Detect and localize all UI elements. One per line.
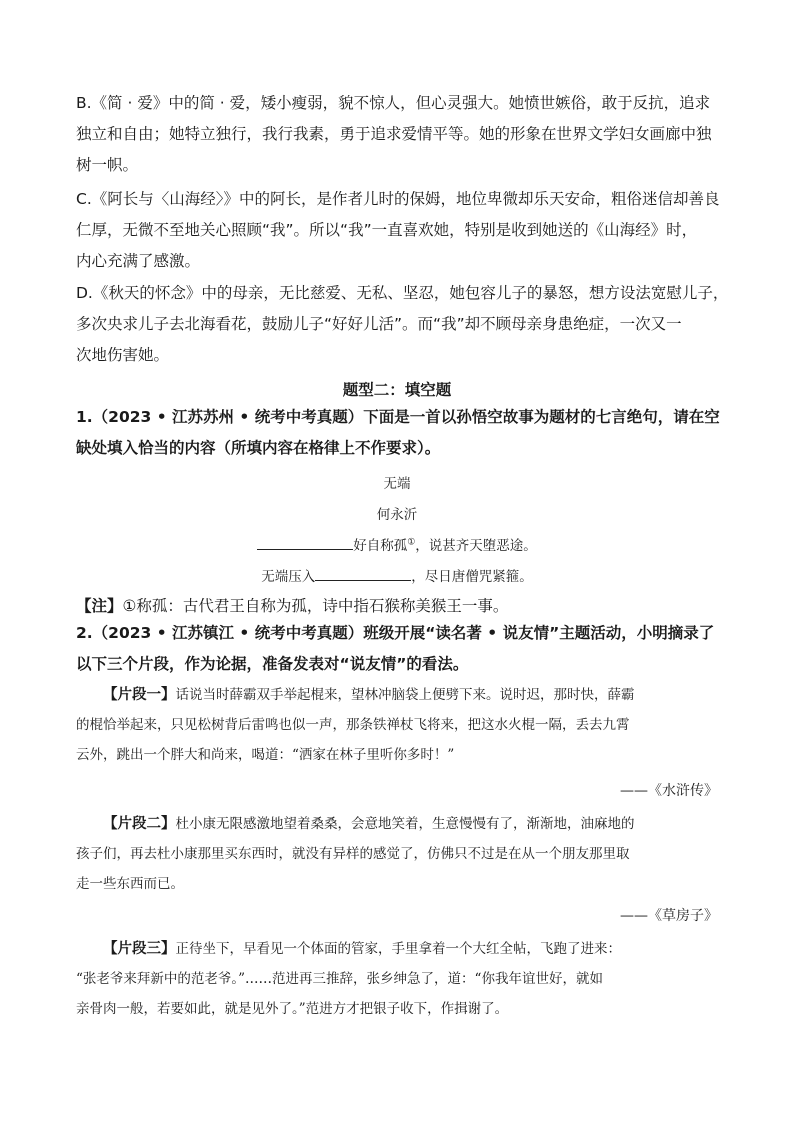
fill-blank-2[interactable] [315, 566, 411, 581]
option-b-line: 独立和自由；她特立独行，我行我素，勇于追求爱情平等。她的形象在世界文学妇女画廊中独 [76, 125, 712, 143]
question-2-line: 以下三个片段，作为论据，准备发表对“说友情”的看法。 [76, 655, 469, 673]
fragment-3-line: 正待坐下，早看见一个体面的管家，手里拿着一个大红全帖，飞跑了进来： [175, 941, 621, 957]
note-label: 【注】 [76, 597, 123, 615]
option-c [76, 184, 720, 277]
option-c-line: C.《阿长与〈山海经〉》中的阿长，是作者儿时的保姆，地位卑微却乐天安命，粗俗迷信却善良 [76, 190, 720, 208]
option-c-line: 仁厚，无微不至地关心照顾“我”。所以“我”一直喜欢她，特别是收到她送的《山海经》时， [76, 221, 698, 239]
question-1 [76, 402, 720, 464]
note-text: ①称孤：古代君王自称为孤，诗中指石猴称美猴王一事。 [122, 597, 509, 615]
option-d-line: 次地伤害她。 [76, 346, 170, 364]
question-1-line: 1.（2023 • 江苏苏州 • 统考中考真题）下面是一首以孙悟空故事为题材的七言绝句，请在空 [76, 408, 720, 426]
fragment-1-line: 话说当时薛霸双手举起棍来，望林冲脑袋上便劈下来。说时迟，那时快，薛霸 [175, 687, 635, 703]
footnote-mark: ① [407, 537, 416, 548]
fragment-1 [76, 680, 720, 770]
fragment-1-source: ——《水浒传》 [620, 783, 718, 799]
fragment-1-line: 云外，跳出一个胖大和尚来，喝道：“洒家在林子里听你多时！” [76, 747, 455, 763]
poem-line-2-end: ，尽日唐僧咒紧箍。 [411, 569, 533, 585]
fragment-3 [76, 934, 720, 1024]
question-2 [76, 618, 720, 680]
fragment-2-line: 孩子们，再去杜小康那里买东西时，就没有异样的感觉了，仿佛只不过是在从一个朋友那里取 [76, 846, 630, 862]
option-d-line: D.《秋天的怀念》中的母亲，无比慈爱、无私、坚忍，她包容儿子的暴怒，想方设法宽慰儿子， [76, 284, 729, 302]
poem-note [76, 594, 720, 616]
option-d-line: 多次央求儿子去北海看花，鼓励儿子“好好儿活”。而“我”却不顾母亲身患绝症，一次又一 [76, 315, 682, 333]
option-b [76, 88, 720, 181]
option-d [76, 278, 729, 371]
fragment-2-line: 走一些东西而已。 [76, 876, 184, 892]
poem-author: 何永沂 [376, 507, 418, 523]
fragment-1-line: 的棍恰举起来，只见松树背后雷鸣也似一声，那条铁禅杖飞将来，把这水火棍一隔，丢去九霄 [76, 717, 630, 733]
fragment-2-source: ——《草房子》 [620, 908, 718, 924]
option-c-line: 内心充满了感激。 [76, 252, 201, 270]
fill-blank-1[interactable] [257, 535, 353, 550]
fragment-2-tag: 【片段二】 [103, 816, 176, 832]
fragment-3-line: “张老爷来拜新中的范老爷。”……范进再三推辞，张乡绅急了，道：“你我年谊世好，就如 [76, 971, 603, 987]
fragment-2-line: 杜小康无限感激地望着桑桑，会意地笑着，生意慢慢有了，渐渐地，油麻地的 [175, 816, 635, 832]
poem-title: 无端 [383, 476, 411, 492]
fragment-3-tag: 【片段三】 [103, 941, 176, 957]
fragment-1-tag: 【片段一】 [103, 687, 176, 703]
question-1-line: 缺处填入恰当的内容（所填内容在格律上不作要求）。 [76, 439, 441, 457]
fragment-2 [76, 809, 720, 899]
option-b-line: B.《简 · 爱》中的简 · 爱，矮小瘦弱，貌不惊人，但心灵强大。她愤世嫉俗，敢于反抗，追求 [76, 94, 711, 112]
fragment-3-line: 亲骨肉一般，若要如此，就是见外了。”范进方才把银子收下，作揖谢了。 [76, 1001, 509, 1017]
poem-line-1 [0, 534, 794, 554]
poem-line-1-end: ，说甚齐天堕恶途。 [415, 538, 537, 554]
section-title: 题型二：填空题 [342, 381, 452, 399]
poem-line-1-text: 好自称孤 [353, 538, 408, 554]
option-b-line: 树一帜。 [76, 156, 139, 174]
poem-line-2 [0, 565, 794, 585]
question-2-line: 2.（2023 • 江苏镇江 • 统考中考真题）班级开展“读名著 • 说友情”主题活动，小明摘录了 [76, 624, 715, 642]
poem-line-2-start: 无端压入 [261, 569, 316, 585]
